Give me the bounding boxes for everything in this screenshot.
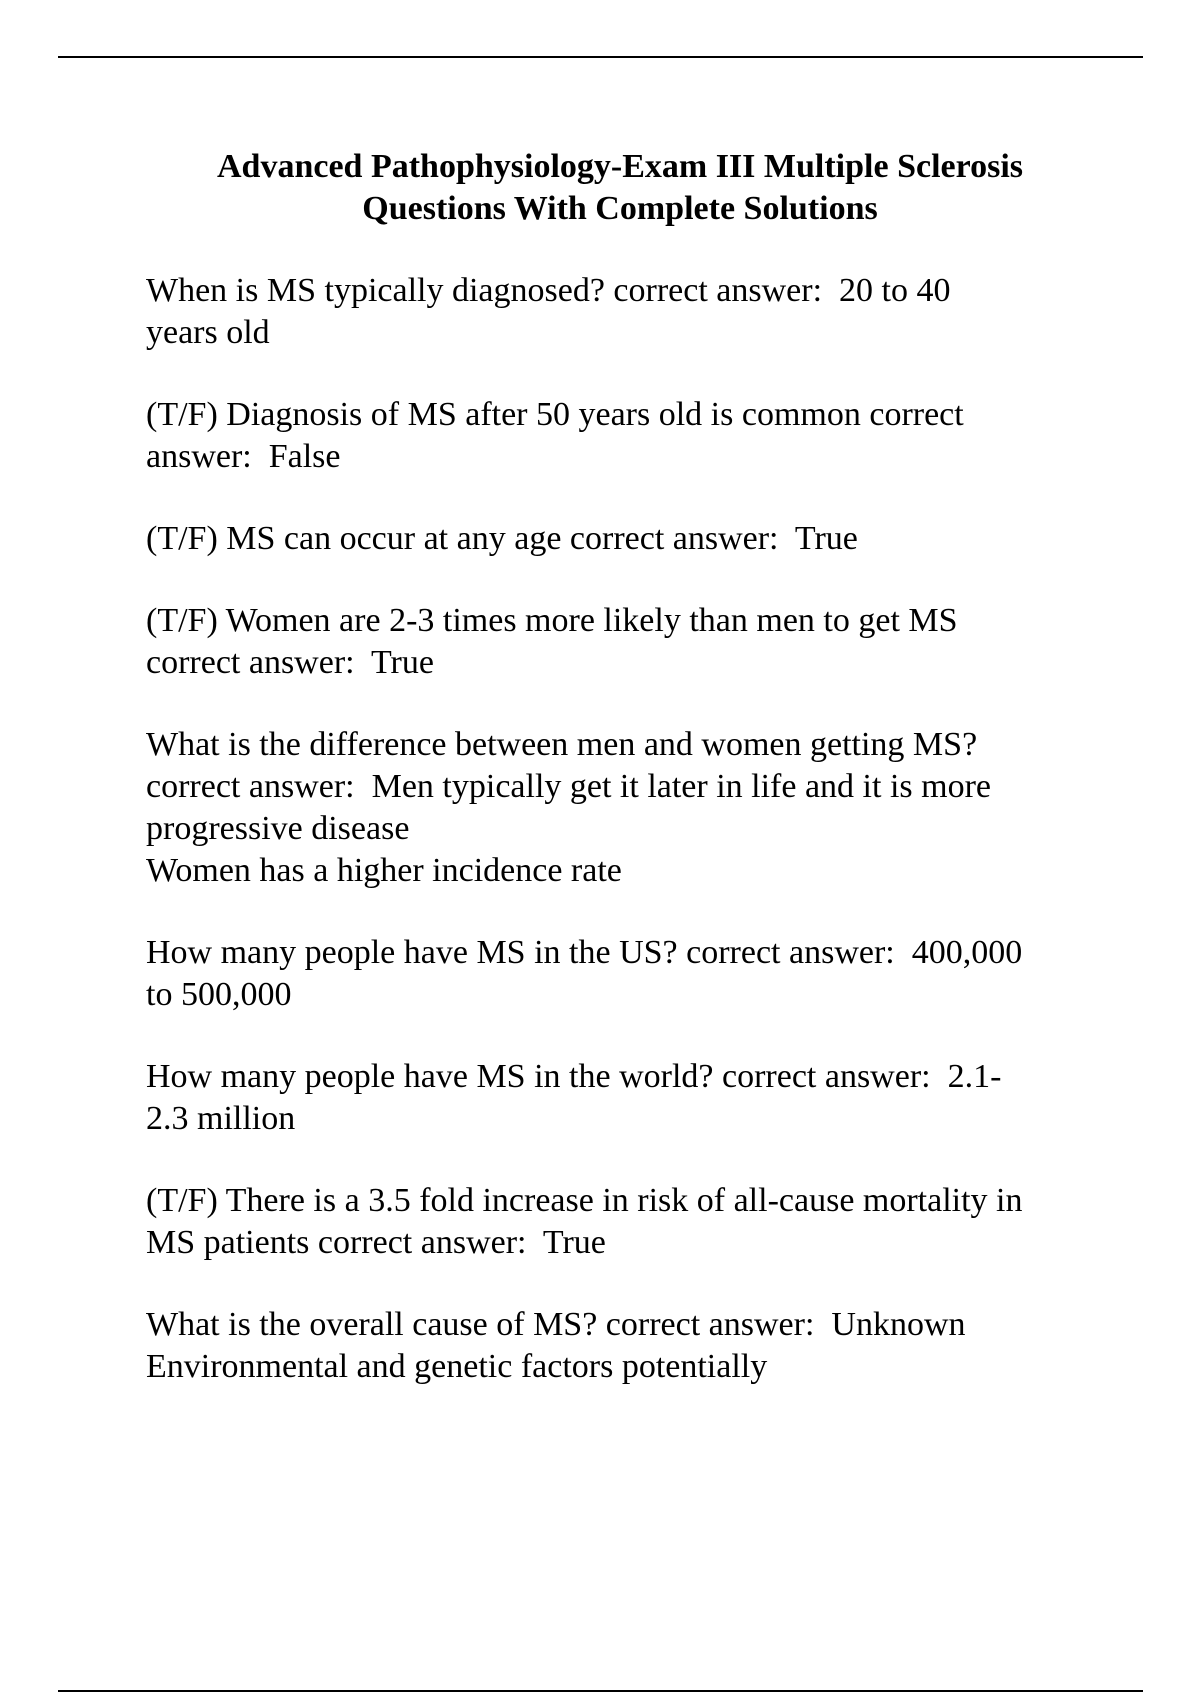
title-line-2: Questions With Complete Solutions: [362, 190, 878, 227]
top-divider: [58, 56, 1143, 58]
qa-item-4: [146, 600, 1096, 684]
bottom-divider: [58, 1690, 1143, 1692]
qa-line: How many people have MS in the US? correct answer: 400,000: [146, 934, 1023, 971]
qa-line: When is MS typically diagnosed? correct answer: 20 to 40: [146, 272, 951, 309]
document-title: [130, 146, 1110, 230]
qa-line: answer: False: [146, 438, 341, 475]
qa-item-5: [146, 724, 1096, 892]
qa-line: How many people have MS in the world? correct answer: 2.1-: [146, 1058, 1002, 1095]
qa-line: (T/F) There is a 3.5 fold increase in risk of all-cause mortality in: [146, 1182, 1023, 1219]
qa-item-9: [146, 1304, 1096, 1388]
qa-item-1: [146, 270, 1096, 354]
qa-line: (T/F) Women are 2-3 times more likely than men to get MS: [146, 602, 958, 639]
qa-line: correct answer: True: [146, 644, 434, 681]
qa-line: correct answer: Men typically get it later in life and it is more: [146, 768, 991, 805]
qa-line: What is the overall cause of MS? correct answer: Unknown: [146, 1306, 966, 1343]
qa-item-6: [146, 932, 1096, 1016]
qa-item-8: [146, 1180, 1096, 1264]
question-answer-list: [146, 270, 1096, 1428]
qa-line: Environmental and genetic factors potentially: [146, 1348, 768, 1385]
qa-line: What is the difference between men and women getting MS?: [146, 726, 978, 763]
qa-line: MS patients correct answer: True: [146, 1224, 606, 1261]
qa-line: years old: [146, 314, 270, 351]
qa-line: (T/F) MS can occur at any age correct answer: True: [146, 520, 858, 557]
qa-line: to 500,000: [146, 976, 292, 1013]
qa-line: Women has a higher incidence rate: [146, 852, 622, 889]
qa-item-2: [146, 394, 1096, 478]
qa-line: 2.3 million: [146, 1100, 296, 1137]
title-line-1: Advanced Pathophysiology-Exam III Multiple Sclerosis: [216, 148, 1023, 185]
qa-item-3: [146, 518, 1096, 560]
qa-line: (T/F) Diagnosis of MS after 50 years old is common correct: [146, 396, 964, 433]
qa-item-7: [146, 1056, 1096, 1140]
qa-line: progressive disease: [146, 810, 410, 847]
